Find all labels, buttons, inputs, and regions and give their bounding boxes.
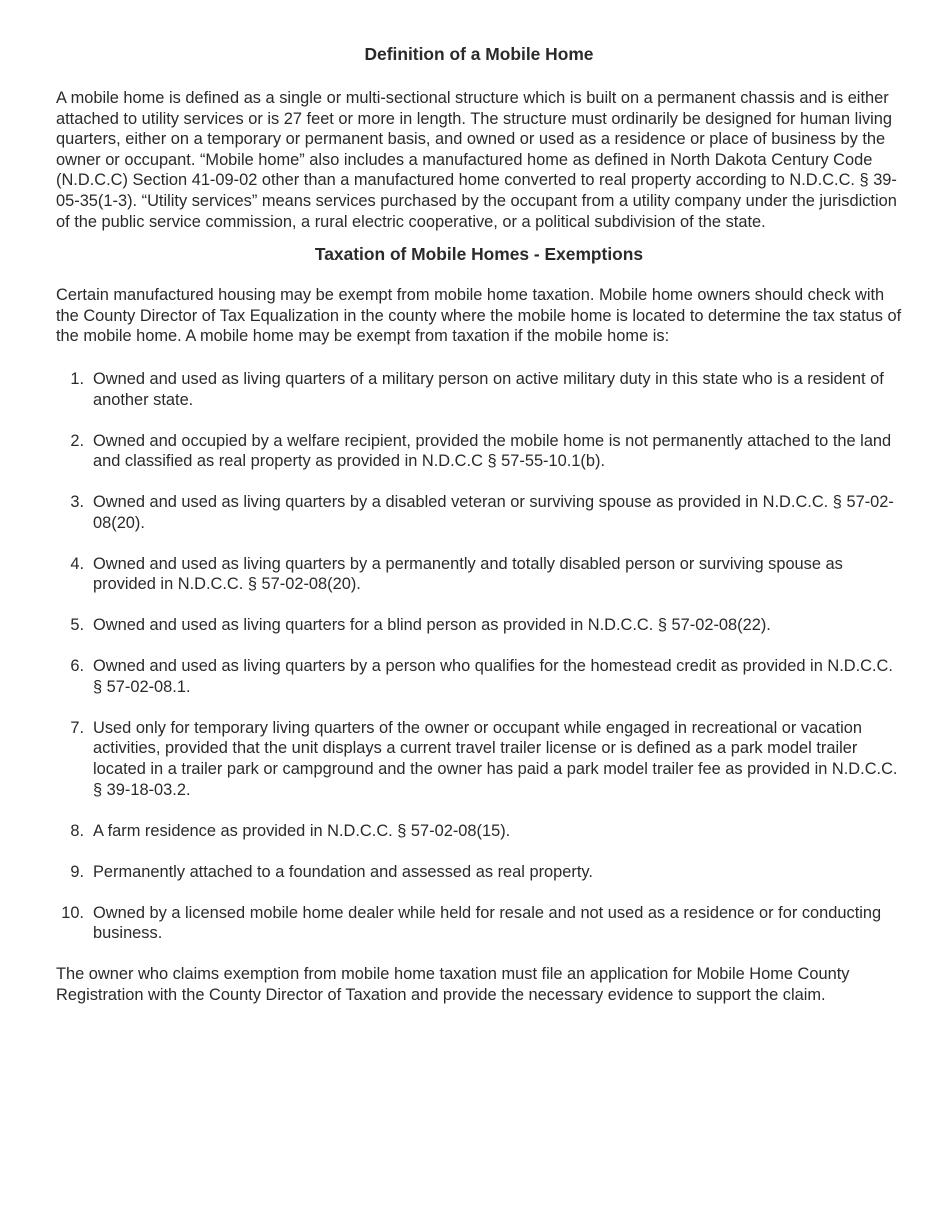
exemption-item-2 <box>56 431 902 472</box>
list-item-text: Owned and used as living quarters by a disabled veteran or surviving spouse as provided in N.D.C.C. § 57-02-08(20). <box>93 493 894 532</box>
list-number: 8. <box>70 821 84 840</box>
list-item-text: Used only for temporary living quarters of the owner or occupant while engaged in recreational or vacation activities, provided that the unit displays a current travel trailer license or is defined as a park model trailer located in a trailer park or campground and the owner has paid a park model trailer fee as provided in N.D.C.C. § 39-18-03.2. <box>93 718 898 799</box>
exemption-item-7 <box>56 718 902 800</box>
list-number: 9. <box>70 862 84 881</box>
exemption-item-9 <box>56 862 902 883</box>
closing-paragraph: The owner who claims exemption from mobile home taxation must file an application for Mobile Home County Registration with the County Director of Taxation and provide the necessary evidence to support the claim. <box>56 965 850 1004</box>
list-number: 1. <box>70 369 84 388</box>
definition-paragraph: A mobile home is defined as a single or multi-sectional structure which is built on a permanent chassis and is either attached to utility services or is 27 feet or more in length. The structure must ordinarily be designed for human living quarters, either on a temporary or permanent basis, and owned or used as a residence or place of business by the owner or occupant. “Mobile home” also includes a manufactured home as defined in North Dakota Century Code (N.D.C.C) Section 41-09-02 other than a manufactured home converted to real property according to N.D.C.C. § 39-05-35(1-3). “Utility services” means services purchased by the occupant from a utility company under the jurisdiction of the public service commission, a rural electric cooperative, or a political subdivision of the state. <box>56 89 897 231</box>
list-item-text: Owned and occupied by a welfare recipient, provided the mobile home is not permanently attached to the land and classified as real property as provided in N.D.C.C § 57-55-10.1(b). <box>93 431 892 471</box>
list-item-text: Permanently attached to a foundation and assessed as real property. <box>93 862 593 881</box>
exemption-item-1 <box>56 369 902 410</box>
list-item-text: A farm residence as provided in N.D.C.C. § 57-02-08(15). <box>93 821 511 840</box>
exemption-item-4 <box>56 554 902 595</box>
list-number: 3. <box>70 493 84 512</box>
list-item-text: Owned by a licensed mobile home dealer while held for resale and not used as a residence or for conducting business. <box>93 903 882 943</box>
list-item-text: Owned and used as living quarters for a blind person as provided in N.D.C.C. § 57-02-08(22). <box>93 616 771 635</box>
exemption-item-5 <box>56 615 902 636</box>
list-item-text: Owned and used as living quarters of a military person on active military duty in this state who is a resident of another state. <box>93 369 884 409</box>
list-number: 2. <box>70 431 84 450</box>
exemption-item-6 <box>56 656 902 697</box>
exemption-item-10 <box>56 903 902 944</box>
list-number: 10. <box>61 903 84 922</box>
list-item-text: Owned and used as living quarters by a person who qualifies for the homestead credit as provided in N.D.C.C. § 57-02-08.1. <box>93 657 893 696</box>
taxation-heading: Taxation of Mobile Homes - Exemptions <box>314 244 644 265</box>
exemption-list <box>56 369 902 944</box>
list-number: 6. <box>70 657 84 676</box>
list-number: 5. <box>70 616 84 635</box>
exemption-item-3 <box>56 492 902 533</box>
exemption-item-8 <box>56 821 902 842</box>
list-number: 7. <box>70 718 84 737</box>
list-item-text: Owned and used as living quarters by a permanently and totally disabled person or surviving spouse as provided in N.D.C.C. § 57-02-08(20). <box>93 554 843 594</box>
list-number: 4. <box>70 554 84 573</box>
taxation-intro-paragraph: Certain manufactured housing may be exempt from mobile home taxation. Mobile home owners should check with the County Director of Tax Equalization in the county where the mobile home is located to determine the tax status of the mobile home. A mobile home may be exempt from taxation if the mobile home is: <box>56 286 902 346</box>
definition-heading: Definition of a Mobile Home <box>364 44 594 64</box>
